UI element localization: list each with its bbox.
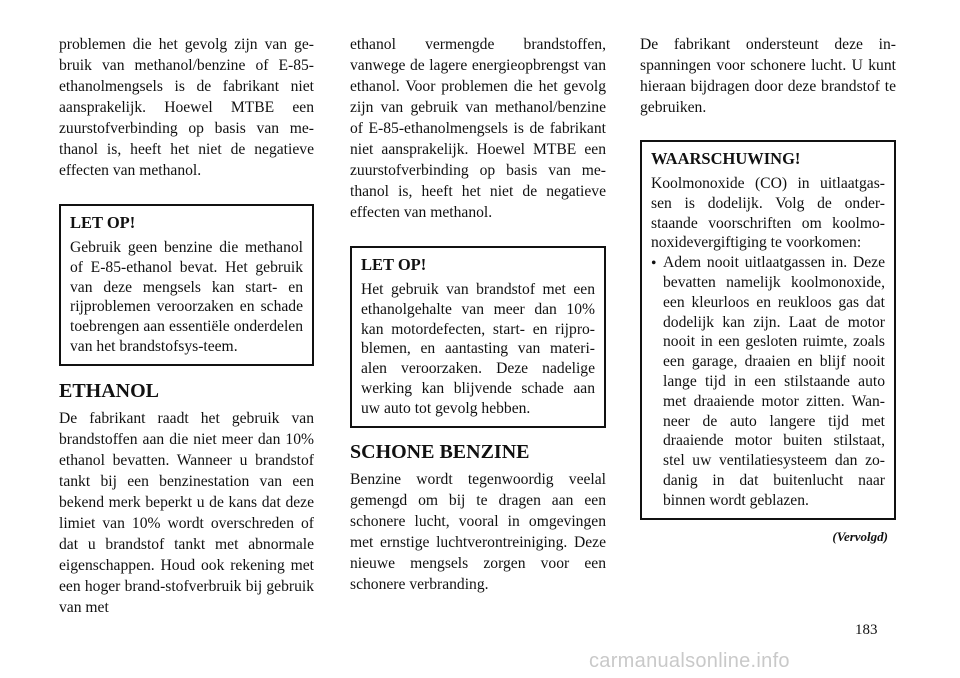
warning-box bbox=[640, 140, 896, 520]
warning-bullet-text: Adem nooit uitlaatgassen in. Deze bevatten namelijk koolmonoxide, een kleurloos en reukloos gas dat dodelijk kan zijn. Laat de motor nooit in een gesloten ruimte, zoals een garage, draaien en blijf nooit lange tijd in een stilstaande auto met draaiende motor zitten. Wan-neer de auto langere tijd met draaiende motor buiten stilstaat, stel uw ventilatiesysteem dan zo-danig in dat buitenlucht naar binnen wordt geblazen. bbox=[663, 254, 885, 509]
caution-title: LET OP! bbox=[361, 255, 427, 274]
warning-title: WAARSCHUWING! bbox=[651, 149, 801, 168]
caution-text: Gebruik geen benzine die methanol of E-85-ethanol bevat. Het gebruik van deze mengsels kan start- en rijproblemen veroorzaken en schade toebrengen aan essentiële onderdelen van het brandstofsys-teem. bbox=[70, 239, 303, 355]
warning-bullet bbox=[651, 253, 885, 510]
column-middle bbox=[350, 34, 606, 595]
intro-paragraph: De fabrikant ondersteunt deze in-spanningen voor schonere lucht. U kunt hieraan bijdragen door deze brandstof te gebruiken. bbox=[640, 36, 896, 116]
column-right bbox=[640, 34, 896, 547]
page-number: 183 bbox=[855, 622, 878, 638]
caution-box bbox=[350, 246, 606, 428]
caution-box bbox=[59, 204, 314, 366]
warning-text: Koolmonoxide (CO) in uitlaatgas-sen is dodelijk. Volg de onder-staande voorschriften om koolmo-noxidevergiftiging te voorkomen: bbox=[651, 175, 885, 252]
caution-text: Het gebruik van brandstof met een ethanolgehalte van meer dan 10% kan motordefecten, start- en rijpro-blemen, en aantasting van materi-alen veroorzaken. Deze nadelige werking kan blijvende schade aan uw auto tot gevolg hebben. bbox=[361, 281, 595, 417]
bullet-icon: • bbox=[651, 255, 657, 273]
continued-label: (Vervolgd) bbox=[832, 528, 888, 544]
clean-fuel-paragraph: Benzine wordt tegenwoordig veelal gemengd om bij te dragen aan een schonere lucht, vooral in omgevingen met ernstige luchtverontreiniging. Deze nieuwe mengsels zorgen voor een schonere verbranding. bbox=[350, 470, 606, 593]
column-left bbox=[59, 34, 314, 618]
intro-paragraph: ethanol vermengde brandstoffen, vanwege de lagere energieopbrengst van ethanol. Voor problemen die het gevolg zijn van gebruik van methanol/benzine of E-85-ethanolmengsels is de fabrikant niet aansprakelijk. Hoewel MTBE een zuurstofverbinding op basis van me-thanol is, heeft het niet de negatieve effecten van methanol. bbox=[350, 36, 606, 221]
intro-paragraph: problemen die het gevolg zijn van ge-bruik van methanol/benzine of E-85-ethanolmengsels is de fabrikant niet aansprakelijk. Hoewel MTBE een zuurstofverbinding op basis van me-thanol is, heeft het niet de negatieve effecten van methanol. bbox=[59, 36, 314, 179]
ethanol-paragraph: De fabrikant raadt het gebruik van brandstoffen aan die niet meer dan 10% ethanol bevatten. Wanneer u brandstof tankt bij een benzinestation van een bekend merk beperkt u de kans dat deze limiet van 10% wordt overschreden of dat u brandstof tankt met abnormale eigenschappen. Houd ook rekening met een hoger brand-stofverbruik bij gebruik van met bbox=[59, 409, 314, 616]
section-heading-ethanol: ETHANOL bbox=[59, 379, 160, 402]
section-heading-clean-fuel: SCHONE BENZINE bbox=[350, 440, 530, 463]
caution-title: LET OP! bbox=[70, 213, 136, 232]
watermark: carmanualsonline.info bbox=[589, 650, 790, 672]
